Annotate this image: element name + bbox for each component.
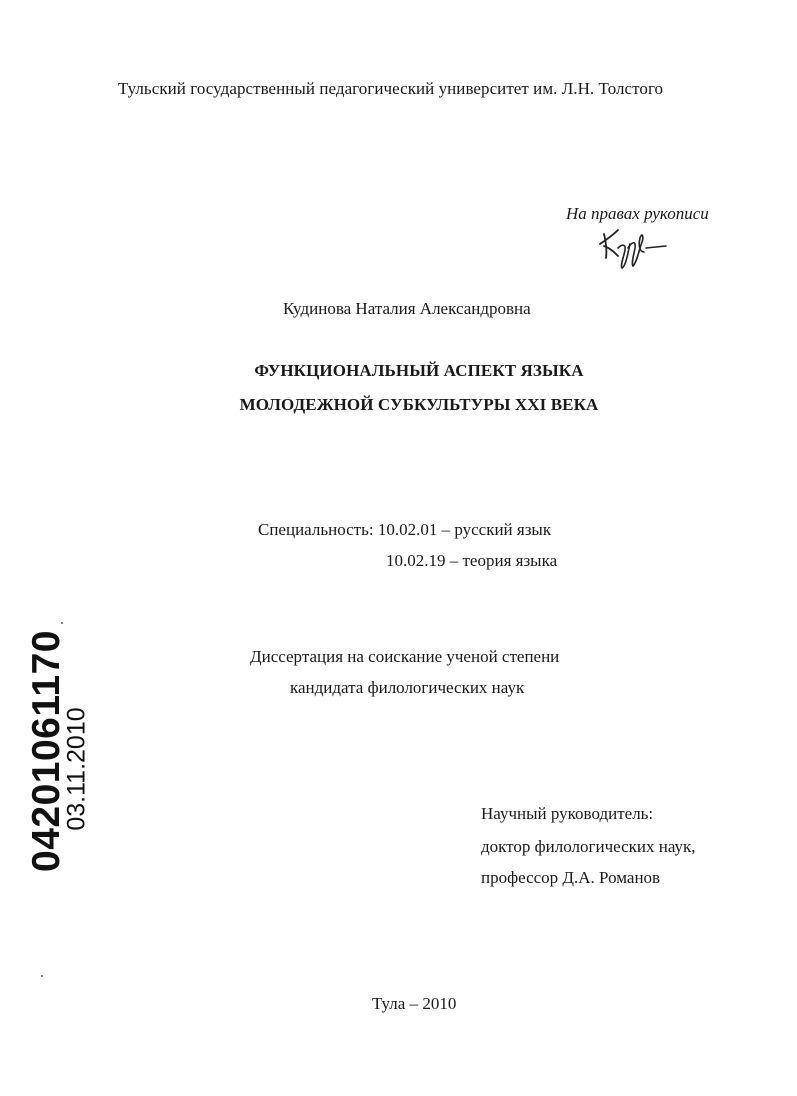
specialty-line-2: 10.02.19 – теория языка bbox=[386, 551, 558, 570]
dissertation-title-line-1: ФУНКЦИОНАЛЬНЫЙ АСПЕКТ ЯЗЫКА bbox=[254, 361, 584, 380]
city-year: Тула – 2010 bbox=[372, 994, 457, 1013]
library-stamp-date-text: 03.11.2010 bbox=[62, 707, 91, 831]
manuscript-rights-note: На правах рукописи bbox=[566, 204, 709, 223]
signature-icon bbox=[598, 222, 670, 270]
university-name: Тульский государственный педагогический университет им. Л.Н. Толстого bbox=[118, 79, 664, 98]
library-stamp-number-text: 04201061170 bbox=[25, 630, 68, 872]
dissertation-title-line-2: МОЛОДЕЖНОЙ СУБКУЛЬТУРЫ XXI ВЕКА bbox=[239, 395, 599, 414]
supervisor-label: Научный руководитель: bbox=[481, 804, 654, 823]
author-name: Кудинова Наталия Александровна bbox=[283, 299, 531, 318]
degree-statement-line-1: Диссертация на соискание ученой степени bbox=[250, 647, 560, 666]
supervisor-name: профессор Д.А. Романов bbox=[481, 868, 661, 887]
scan-speck bbox=[41, 975, 43, 977]
degree-statement-line-2: кандидата филологических наук bbox=[290, 678, 525, 697]
supervisor-degree: доктор филологических наук, bbox=[481, 837, 696, 856]
specialty-line-1: Специальность: 10.02.01 – русский язык bbox=[258, 520, 552, 539]
scan-speck bbox=[61, 622, 63, 624]
